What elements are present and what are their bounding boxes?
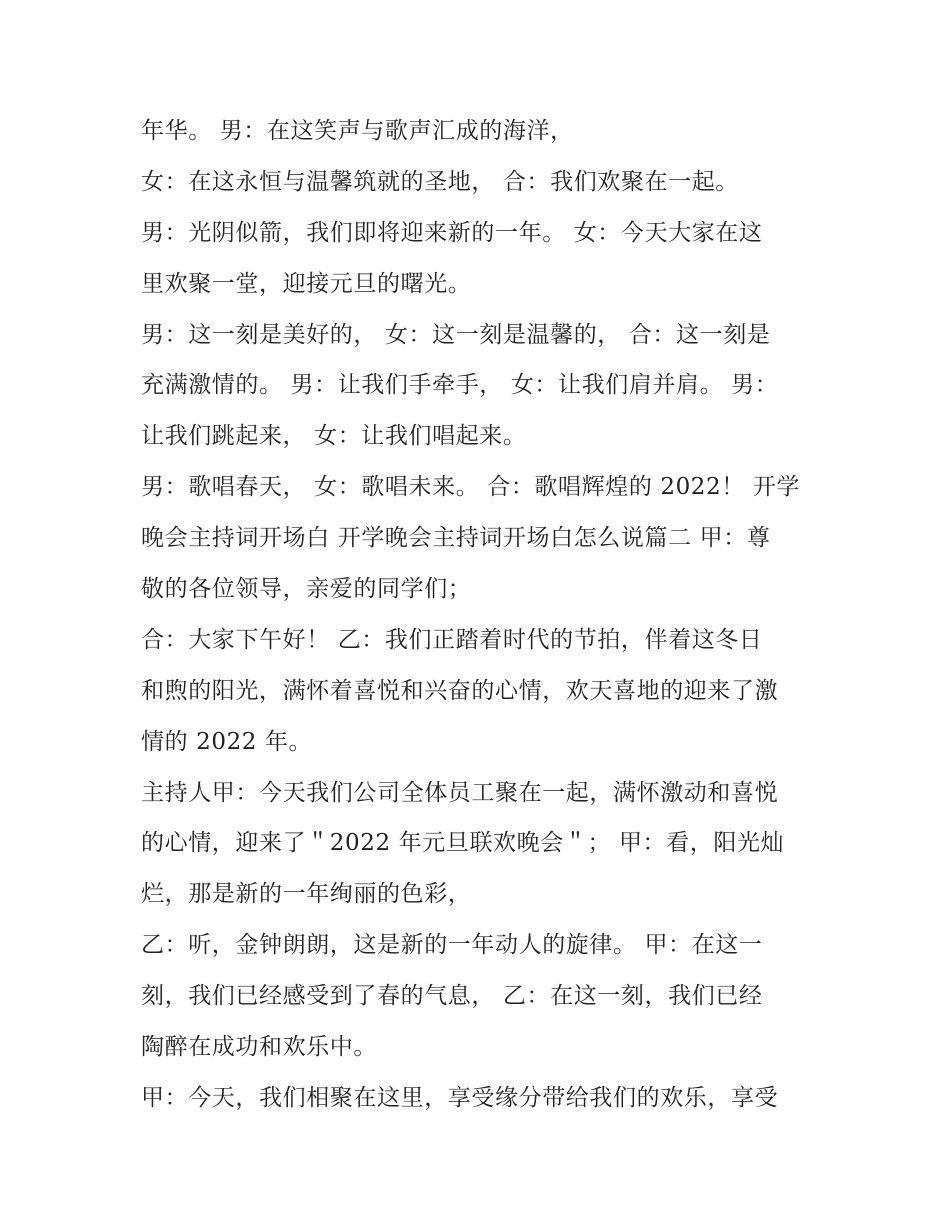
text-line: 里欢聚一堂，迎接元旦的曙光。 [141,270,472,297]
text-line: 主持人甲：今天我们公司全体员工聚在一起，满怀激动和喜悦 [141,779,779,806]
text-line: 情的 2022 年。 [141,728,313,755]
text-line: 晚会主持词开场白 开学晚会主持词开场白怎么说篇二 甲：尊 [141,525,771,552]
text-line: 男：歌唱春天， 女：歌唱未来。 合：歌唱辉煌的 2022！ 开学 [141,474,800,501]
text-line: 刻，我们已经感受到了春的气息， 乙：在这一刻，我们已经 [141,983,763,1010]
text-line: 充满激情的。 男：让我们手牵手， 女：让我们肩并肩。 男： [141,372,779,399]
text-line: 男：光阴似箭，我们即将迎来新的一年。 女：今天大家在这 [141,219,763,246]
text-line: 男：这一刻是美好的， 女：这一刻是温馨的， 合：这一刻是 [141,321,771,348]
text-line: 年华。 男：在这笑声与歌声汇成的海洋， [141,118,574,144]
text-line: 和煦的阳光，满怀着喜悦和兴奋的心情，欢天喜地的迎来了激 [141,677,779,704]
text-line: 甲：今天，我们相聚在这里，享受缘分带给我们的欢乐，享受 [141,1084,779,1111]
document-body [141,106,821,1124]
text-line: 让我们跳起来， 女：让我们唱起来。 [141,423,527,450]
text-line: 女：在这永恒与温馨筑就的圣地， 合：我们欢聚在一起。 [141,168,739,195]
text-line: 敬的各位领导，亲爱的同学们； [141,576,472,603]
text-line: 合：大家下午好！ 乙：我们正踏着时代的节拍，伴着这冬日 [141,626,763,653]
text-line: 烂，那是新的一年绚丽的色彩， [141,881,472,908]
text-line: 乙：听，金钟朗朗，这是新的一年动人的旋律。 甲：在这一 [141,932,763,959]
text-line: 陶醉在成功和欢乐中。 [141,1034,377,1061]
text-line: 的心情，迎来了＂2022 年元旦联欢晚会＂； 甲：看，阳光灿 [141,830,785,857]
